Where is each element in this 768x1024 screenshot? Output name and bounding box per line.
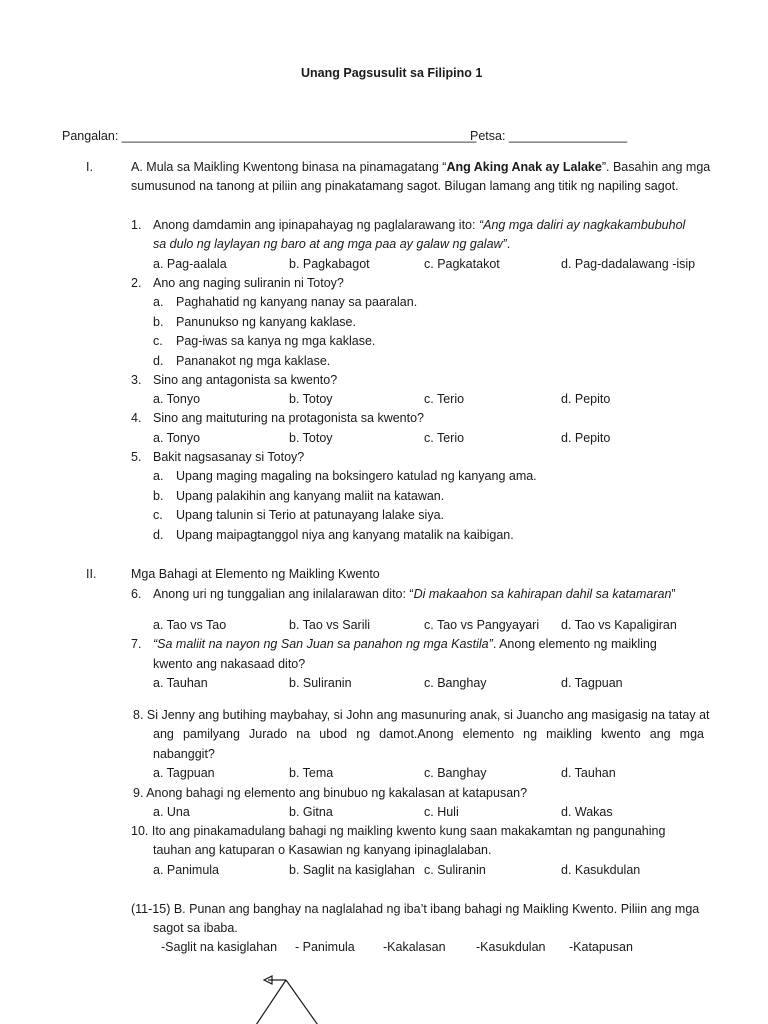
choice-letter: c.	[153, 508, 163, 522]
choice[interactable]: a. Panimula	[153, 863, 220, 877]
plot-diagram	[240, 968, 340, 1024]
choice-letter: d.	[153, 528, 164, 542]
choice[interactable]: c. Pagkatakot	[424, 257, 500, 271]
section-number: II.	[86, 567, 97, 581]
choice[interactable]: a. Tagpuan	[153, 766, 215, 780]
question-quote-cont: sa dulo ng laylayan ng baro at ang mga paa ay galaw ng galaw”	[153, 237, 507, 251]
question-text: Bakit nagsasanay si Totoy?	[153, 450, 305, 464]
answer-option: -Katapusan	[569, 940, 633, 954]
question-text: Sino ang antagonista sa kwento?	[153, 373, 338, 387]
choice[interactable]: c. Tao vs Pangyayari	[424, 618, 540, 632]
page-title: Unang Pagsusulit sa Filipino 1	[301, 66, 483, 80]
question-number: 6.	[131, 587, 142, 601]
question-text: 10. Ito ang pinakamadulang bahagi ng maikling kwento kung saan makakamtan ng pangunahing	[131, 824, 666, 838]
choice[interactable]: Paghahatid ng kanyang nanay sa paaralan.	[176, 295, 418, 309]
choice[interactable]: b. Saglit na kasiglahan	[289, 863, 415, 877]
question-text-cont: tauhan ang katuparan o Kasawian ng kanyang ipinaglalaban.	[153, 843, 492, 857]
choice[interactable]: d. Tagpuan	[561, 676, 623, 690]
section-heading: Mga Bahagi at Elemento ng Maikling Kwento	[131, 567, 380, 581]
question-text: Ano ang naging suliranin ni Totoy?	[153, 276, 344, 290]
date-field-label: Petsa: _________________	[470, 129, 628, 143]
part-b-instructions-cont: sagot sa ibaba.	[153, 921, 238, 935]
choice[interactable]: c. Suliranin	[424, 863, 486, 877]
choice[interactable]: d. Wakas	[561, 805, 613, 819]
choice-letter: d.	[153, 354, 164, 368]
question-text: Sino ang maituturing na protagonista sa kwento?	[153, 411, 425, 425]
choice-letter: a.	[153, 469, 164, 483]
answer-option: -Kakalasan	[383, 940, 446, 954]
choice-letter: b.	[153, 315, 164, 329]
choice[interactable]: d. Pag-dadalawang -isip	[561, 257, 696, 271]
choice[interactable]: b. Tao vs Sarili	[289, 618, 371, 632]
answer-option: -Saglit na kasiglahan	[161, 940, 278, 954]
choice[interactable]: a. Tonyo	[153, 431, 201, 445]
question-text-cont: kwento ang nakasaad dito?	[153, 657, 306, 671]
question-text-cont: nabanggit?	[153, 747, 215, 761]
part-b-instructions: (11-15) B. Punan ang banghay na naglalahad ng iba’t ibang bahagi ng Maikling Kwento. Piliin ang mga	[131, 902, 700, 916]
question-number: 3.	[131, 373, 142, 387]
choice[interactable]: b. Gitna	[289, 805, 333, 819]
choice[interactable]: d. Kasukdulan	[561, 863, 641, 877]
choice[interactable]: b. Tema	[289, 766, 334, 780]
question-text: 8. Si Jenny ang butihing maybahay, si John ang masunuring anak, si Juancho ang masigasig na tatay at	[133, 708, 710, 722]
choice[interactable]: c. Huli	[424, 805, 459, 819]
question-text	[153, 637, 657, 651]
choice[interactable]: d. Pepito	[561, 392, 611, 406]
choice[interactable]: a. Tonyo	[153, 392, 201, 406]
plot-diagram-right-side	[286, 980, 320, 1024]
question-prompt: Anong damdamin ang ipinapahayag ng paglalarawang ito:	[153, 218, 479, 232]
intro-text-end: ”. Basahin ang mga	[601, 160, 711, 174]
choice[interactable]: b. Pagkabagot	[289, 257, 370, 271]
choice[interactable]: Panunukso ng kanyang kaklase.	[176, 315, 356, 329]
question-quote: “Sa maliit na nayon ng San Juan sa panahon ng mga Kastila”	[153, 637, 493, 651]
choice-letter: b.	[153, 489, 164, 503]
choice[interactable]: a. Pag-aalala	[153, 257, 227, 271]
choice[interactable]: Upang maipagtanggol niya ang kanyang matalik na kaibigan.	[176, 528, 514, 542]
question-end: .	[506, 237, 511, 251]
choice[interactable]: a. Tauhan	[153, 676, 208, 690]
choice[interactable]: d. Tauhan	[561, 766, 616, 780]
choice[interactable]: c. Terio	[424, 392, 465, 406]
question-number: 2.	[131, 276, 142, 290]
choice[interactable]: a. Una	[153, 805, 190, 819]
question-prompt: Anong uri ng tunggalian ang inilalarawan dito: “	[153, 587, 414, 601]
section-intro-line1	[131, 160, 710, 174]
intro-text: A. Mula sa Maikling Kwentong binasa na pinamagatang “	[131, 160, 447, 174]
choice[interactable]: d. Pepito	[561, 431, 611, 445]
question-quote: “Ang mga daliri ay nagkakambubuhol	[478, 218, 686, 232]
question-text	[153, 587, 676, 601]
question-text-cont: ang pamilyang Jurado na ubod ng damot.Anong elemento ng maikling kwento ang mga	[153, 727, 704, 741]
answer-option: -Kasukdulan	[476, 940, 546, 954]
question-quote: Di makaahon sa kahirapan dahil sa katamaran	[413, 587, 672, 601]
choice[interactable]: Upang maging magaling na boksingero katulad ng kanyang ama.	[176, 469, 537, 483]
question-number: 1.	[131, 218, 142, 232]
section-number: I.	[86, 160, 93, 174]
question-text	[153, 218, 685, 232]
choice[interactable]: Pag-iwas sa kanya ng mga kaklase.	[176, 334, 376, 348]
plot-diagram-left-side	[254, 980, 286, 1024]
choice[interactable]: b. Suliranin	[289, 676, 352, 690]
choice-letter: c.	[153, 334, 163, 348]
answer-option: - Panimula	[295, 940, 355, 954]
question-number: 5.	[131, 450, 142, 464]
choice[interactable]: d. Tao vs Kapaligiran	[561, 618, 677, 632]
choice[interactable]: c. Banghay	[424, 676, 487, 690]
question-text: 9. Anong bahagi ng elemento ang binubuo ng kakalasan at katapusan?	[133, 786, 528, 800]
name-field-label: Pangalan: ___________________________________________________	[62, 129, 477, 143]
choice[interactable]: c. Terio	[424, 431, 465, 445]
question-number: 7.	[131, 637, 142, 651]
story-title: Ang Aking Anak ay Lalake	[446, 160, 602, 174]
section-intro-line2: sumusunod na tanong at piliin ang pinakatamang sagot. Bilugan lamang ang titik ng napiling sagot.	[131, 179, 679, 193]
question-prompt: . Anong elemento ng maikling	[492, 637, 657, 651]
choice[interactable]: Upang talunin si Terio at patunayang lalake siya.	[176, 508, 444, 522]
question-end: ”	[671, 587, 676, 601]
choice[interactable]: Upang palakihin ang kanyang maliit na katawan.	[176, 489, 445, 503]
choice[interactable]: Pananakot ng mga kaklase.	[176, 354, 331, 368]
choice[interactable]: b. Totoy	[289, 392, 333, 406]
question-text-cont	[153, 237, 510, 251]
question-number: 4.	[131, 411, 142, 425]
choice[interactable]: b. Totoy	[289, 431, 333, 445]
choice-letter: a.	[153, 295, 164, 309]
choice[interactable]: a. Tao vs Tao	[153, 618, 227, 632]
choice[interactable]: c. Banghay	[424, 766, 487, 780]
